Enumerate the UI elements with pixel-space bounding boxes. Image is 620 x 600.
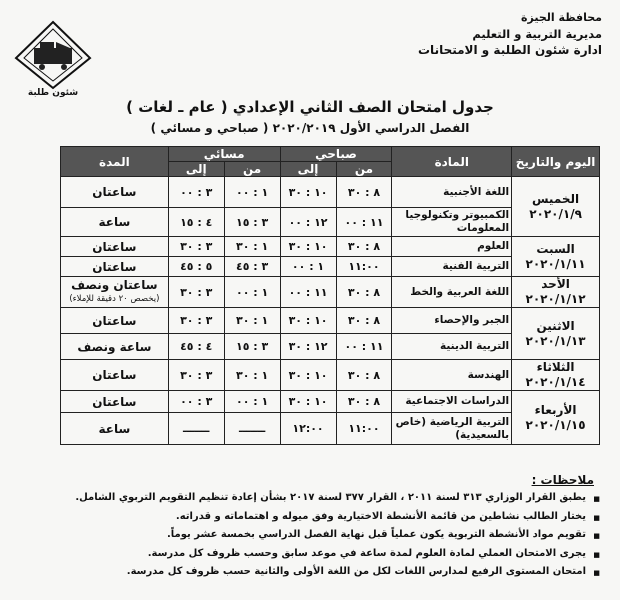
morning-to-cell: ١٠ : ٣٠ (280, 237, 336, 257)
evening-to-cell: ٣ : ٠٠ (168, 391, 224, 413)
day-date: ٢٠٢٠/١/١٥ (525, 417, 586, 432)
day-date: ٢٠٢٠/١/١١ (525, 256, 586, 271)
morning-to-cell: ١٠ : ٣٠ (280, 308, 336, 334)
morning-from-cell: ١١:٠٠ (336, 257, 392, 277)
duration-value: ساعة (98, 421, 131, 436)
note-item: ■ يجرى الامتحان العملي لمادة العلوم لمدة ساعة في موعد سابق وحسب ظروف كل مدرسة. (30, 545, 586, 564)
emblem-icon (12, 18, 94, 92)
morning-from-cell: ٨ : ٣٠ (336, 360, 392, 391)
subject-cell: اللغة العربية والخط (392, 277, 512, 308)
day-name: السبت (536, 241, 575, 256)
directorate-label: مديرية التربية و التعليم (472, 27, 602, 41)
table-row (61, 237, 600, 257)
evening-from-cell: ١ : ٣٠ (224, 360, 280, 391)
duration-value: ساعة (98, 215, 131, 229)
day-date: ٢٠٢٠/١/١٤ (525, 375, 586, 389)
note-item: ■ يختار الطالب نشاطين من قائمة الأنشطة الاختيارية وفق ميوله و اهتماماته و قدراته. (30, 508, 586, 527)
table-row (61, 308, 600, 334)
evening-to-cell: ٣ : ٠٠ (168, 177, 224, 208)
day-cell (512, 177, 600, 237)
exam-schedule-table (60, 146, 600, 445)
evening-from-header: من (224, 162, 280, 177)
subject-cell: الدراسات الاجتماعية (392, 391, 512, 413)
table-row (61, 177, 600, 208)
duration-value: ساعتان ونصف (71, 278, 158, 292)
morning-to-cell: ١٠ : ٣٠ (280, 360, 336, 391)
evening-from-cell: ١ : ٣٠ (224, 308, 280, 334)
day-cell (512, 308, 600, 360)
subject-cell: الهندسة (392, 360, 512, 391)
subject-cell: التربية الدينية (392, 334, 512, 360)
duration-value: ساعتان (92, 259, 137, 274)
day-name: الخميس (531, 191, 580, 206)
morning-from-cell: ٨ : ٣٠ (336, 177, 392, 208)
page-subtitle: الفصل الدراسي الأول ٢٠٢٠/٢٠١٩ ( صباحي و مسائي ) (150, 121, 470, 135)
morning-to-cell: ١١ : ٠٠ (280, 277, 336, 308)
morning-from-header: من (336, 162, 392, 177)
morning-to-cell: ١٠ : ٣٠ (280, 177, 336, 208)
col-morning-header: صباحي (280, 147, 392, 162)
duration-cell (61, 177, 169, 208)
duration-value: ساعتان (92, 394, 137, 409)
morning-from-cell: ١١ : ٠٠ (336, 208, 392, 237)
duration-note: (يخصص ٢٠ دقيقة للإملاء) (69, 294, 160, 304)
duration-value: ساعتان (92, 313, 137, 328)
evening-from-cell: ١ : ٠٠ (224, 277, 280, 308)
note-item: ■ امتحان المستوى الرفيع لمدارس اللغات لكل من اللغة الأولى والثانية حسب ظروف كل مدرسة. (30, 563, 586, 582)
day-name: الأربعاء (534, 402, 577, 417)
duration-value: ساعة ونصف (77, 339, 152, 354)
subject-cell: الجبر والإحصاء (392, 308, 512, 334)
day-date: ٢٠٢٠/١/١٣ (525, 333, 586, 348)
evening-from-cell: ١ : ٣٠ (224, 237, 280, 257)
evening-from-cell: ١ : ٠٠ (224, 391, 280, 413)
morning-from-cell: ١١ : ٠٠ (336, 334, 392, 360)
morning-from-cell: ٨ : ٣٠ (336, 277, 392, 308)
evening-from-cell: ٣ : ١٥ (224, 334, 280, 360)
evening-from-cell: ٣ : ٤٥ (224, 257, 280, 277)
evening-to-header: إلى (168, 162, 224, 177)
notes-section (30, 473, 602, 582)
morning-from-cell: ١١:٠٠ (336, 413, 392, 445)
evening-from-cell: ٣ : ١٥ (224, 208, 280, 237)
evening-to-cell: ٣ : ٣٠ (168, 308, 224, 334)
duration-value: ساعتان (92, 368, 137, 382)
evening-to-cell: ٣ : ٣٠ (168, 237, 224, 257)
day-date: ٢٠٢٠/١/٩ (529, 206, 582, 221)
morning-from-cell: ٨ : ٣٠ (336, 391, 392, 413)
notes-list (30, 489, 602, 582)
note-item: ■ يطبق القرار الوزاري ٣١٣ لسنة ٢٠١١ ، القرار ٣٧٧ لسنة ٢٠١٧ بشأن إعادة تنظيم التقويم التربوي الشامل. (30, 489, 586, 508)
authority-header (342, 10, 602, 58)
day-cell (512, 277, 600, 308)
subject-cell: الكمبيوتر وتكنولوجيا المعلومات (392, 208, 512, 237)
table-row (61, 277, 600, 308)
col-evening-header: مسائي (168, 147, 280, 162)
duration-cell (61, 208, 169, 237)
evening-to-cell: ٣ : ٣٠ (168, 360, 224, 391)
morning-to-cell: ١٢ : ٠٠ (280, 208, 336, 237)
morning-from-cell: ٨ : ٣٠ (336, 237, 392, 257)
governorate-label: محافظة الجيزة (521, 11, 602, 24)
duration-value: ساعتان (92, 239, 137, 254)
duration-cell (61, 360, 169, 391)
table-row (61, 360, 600, 391)
emblem-caption: شئون طلبة (27, 88, 79, 98)
day-cell (512, 237, 600, 277)
day-name: الثلاثاء (536, 360, 575, 374)
morning-to-cell: ١٢ : ٣٠ (280, 334, 336, 360)
subject-cell: اللغة الأجنبية (392, 177, 512, 208)
day-date: ٢٠٢٠/١/١٢ (525, 292, 586, 306)
evening-to-cell: ٥ : ٤٥ (168, 257, 224, 277)
col-duration-header: المدة (61, 147, 169, 177)
duration-cell (61, 237, 169, 257)
duration-cell (61, 308, 169, 334)
day-name: الاثنين (536, 318, 575, 333)
evening-to-cell: ٤ : ١٥ (168, 208, 224, 237)
morning-to-cell: ١٢:٠٠ (280, 413, 336, 445)
subject-cell: التربية الرياضية (خاص بالسعيدية) (392, 413, 512, 445)
evening-to-cell: ـــــــ (168, 413, 224, 445)
duration-cell (61, 413, 169, 445)
col-day-header: اليوم والتاريخ (512, 147, 600, 177)
evening-from-cell: ١ : ٠٠ (224, 177, 280, 208)
duration-cell (61, 257, 169, 277)
subject-cell: التربية الفنية (392, 257, 512, 277)
duration-value: ساعتان (92, 185, 137, 199)
note-item: ■ تقويم مواد الأنشطة التربوية يكون عملياً قبل نهاية الفصل الدراسي بخمسة عشر يوماً. (30, 526, 586, 545)
evening-to-cell: ٤ : ٤٥ (168, 334, 224, 360)
day-name: الأحد (541, 277, 570, 291)
morning-to-cell: ١٠ : ٣٠ (280, 391, 336, 413)
evening-from-cell: ـــــــ (224, 413, 280, 445)
duration-cell (61, 391, 169, 413)
page-title: جدول امتحان الصف الثاني الإعدادي ( عام ـ لغات ) (126, 98, 494, 116)
morning-to-header: إلى (280, 162, 336, 177)
duration-cell (61, 334, 169, 360)
morning-from-cell: ٨ : ٣٠ (336, 308, 392, 334)
subject-cell: العلوم (392, 237, 512, 257)
department-label: ادارة شئون الطلبة و الامتحانات (418, 43, 602, 57)
morning-to-cell: ١ : ٠٠ (280, 257, 336, 277)
notes-title: ملاحظات : (531, 473, 594, 487)
evening-to-cell: ٣ : ٣٠ (168, 277, 224, 308)
table-row (61, 391, 600, 413)
col-subject-header: المادة (392, 147, 512, 177)
duration-cell (61, 277, 169, 308)
day-cell (512, 360, 600, 391)
day-cell (512, 391, 600, 445)
